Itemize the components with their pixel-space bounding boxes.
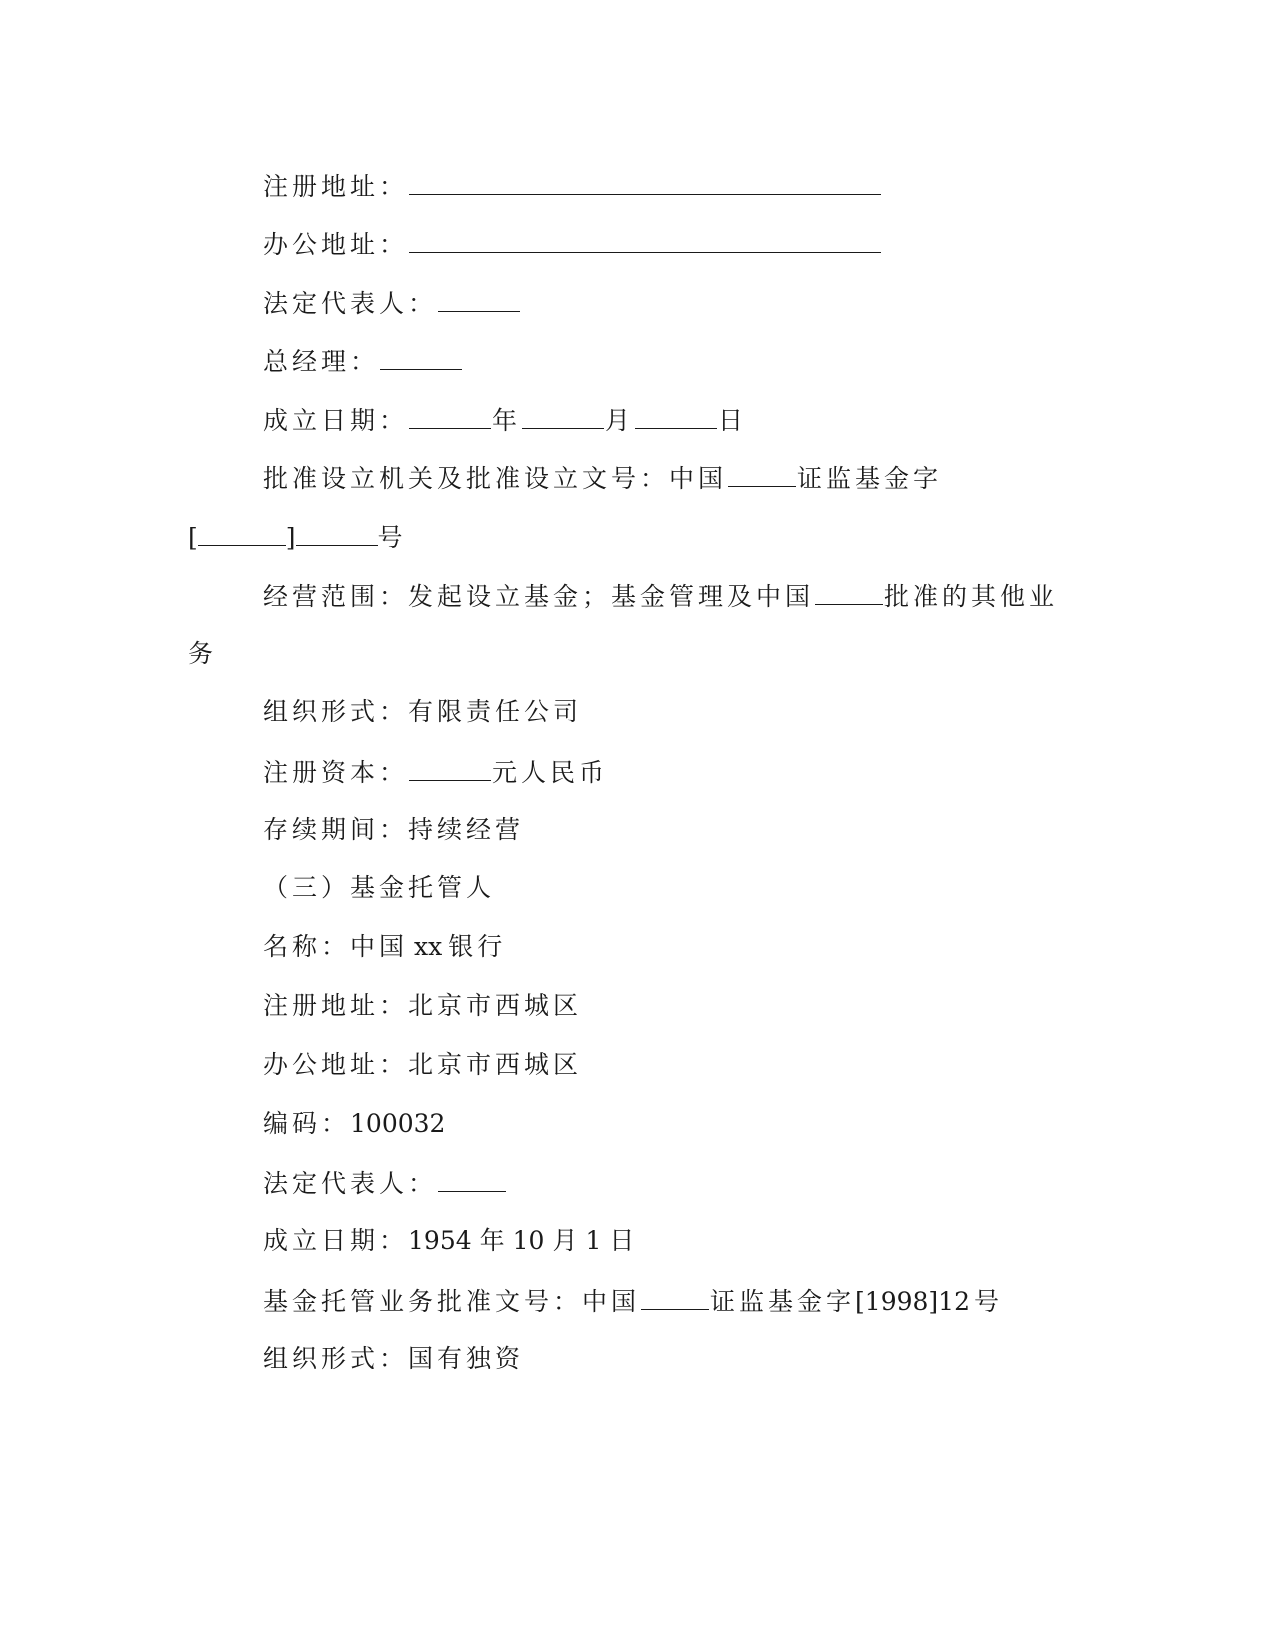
manager-approval-year-blank <box>198 521 286 546</box>
custodian-approval-prefix: 基金托管业务批准文号：中国 <box>263 1287 641 1316</box>
custodian-code-line <box>263 1109 1163 1139</box>
manager-approval-hao: 号 <box>377 523 407 552</box>
manager-approval-blank <box>728 462 796 487</box>
custodian-approval-hao: 号 <box>973 1287 1003 1316</box>
custodian-name-line <box>263 932 1163 962</box>
manager-registered-capital-line <box>263 756 1163 786</box>
manager-scope-prefix: 经营范围：发起设立基金；基金管理及中国 <box>263 582 815 611</box>
manager-registered-address-label: 注册地址： <box>263 172 409 201</box>
custodian-established-date-label: 成立日期： <box>263 1226 409 1255</box>
custodian-year-value: 1954 <box>408 1226 472 1255</box>
custodian-approval-line <box>263 1285 1163 1315</box>
custodian-name-xx: xx <box>414 932 443 961</box>
manager-approval-number-blank <box>296 521 378 546</box>
custodian-office-address: 办公地址：北京市西城区 <box>263 1050 583 1079</box>
manager-scope-line <box>263 580 1163 610</box>
custodian-year-unit: 年 <box>479 1226 509 1255</box>
manager-month-blank <box>522 404 604 429</box>
manager-year-blank <box>409 404 491 429</box>
custodian-registered-address-line <box>263 991 1163 1021</box>
custodian-registered-address: 注册地址：北京市西城区 <box>263 991 583 1020</box>
custodian-approval-suffix: 证监基金字 <box>710 1287 856 1316</box>
manager-office-address-blank <box>409 228 881 253</box>
manager-gm-blank <box>380 345 462 370</box>
custodian-legal-rep-line <box>263 1167 1163 1197</box>
manager-approval-suffix: 证监基金字 <box>797 464 943 493</box>
manager-legal-rep-label: 法定代表人： <box>263 289 438 318</box>
manager-year-unit: 年 <box>492 406 522 435</box>
manager-registered-address-line <box>263 170 1163 200</box>
custodian-day-value: 1 <box>585 1226 602 1255</box>
manager-established-date-label: 成立日期： <box>263 406 409 435</box>
custodian-month-unit: 月 <box>552 1226 582 1255</box>
manager-scope-wrap: 务 <box>188 639 218 668</box>
custodian-approval-number: [1998]12 <box>855 1287 970 1316</box>
custodian-org-form-line <box>263 1344 1163 1374</box>
manager-org-form-line <box>263 697 1163 727</box>
manager-day-blank <box>635 404 717 429</box>
manager-office-address-line <box>263 228 1163 258</box>
custodian-month-value: 10 <box>512 1226 545 1255</box>
manager-registered-capital-blank <box>409 756 491 781</box>
manager-established-date-line <box>263 404 1163 434</box>
manager-scope-blank <box>815 580 883 605</box>
manager-office-address-label: 办公地址： <box>263 230 409 259</box>
manager-day-unit: 日 <box>718 406 748 435</box>
custodian-legal-rep-blank <box>438 1167 506 1192</box>
manager-legal-rep-blank <box>438 287 520 312</box>
custodian-established-date-line <box>263 1226 1163 1256</box>
manager-duration-line <box>263 815 1163 845</box>
manager-approval-continuation-line <box>188 521 1088 551</box>
custodian-name-suffix: 银行 <box>448 932 507 961</box>
manager-approval-bracket-close: ] <box>285 523 296 552</box>
manager-gm-label: 总经理： <box>263 347 380 376</box>
manager-approval-bracket-open: [ <box>188 523 198 552</box>
manager-registered-capital-suffix: 元人民币 <box>492 758 609 787</box>
manager-registered-capital-label: 注册资本： <box>263 758 409 787</box>
custodian-org-form: 组织形式：国有独资 <box>263 1344 525 1373</box>
custodian-heading-line <box>263 873 1163 903</box>
manager-org-form: 组织形式：有限责任公司 <box>263 697 583 726</box>
manager-scope-wrap-line <box>188 639 1088 669</box>
custodian-code-label: 编码： <box>263 1109 351 1138</box>
manager-approval-prefix: 批准设立机关及批准设立文号：中国 <box>263 464 728 493</box>
custodian-code-value: 100032 <box>350 1109 446 1138</box>
manager-legal-rep-line <box>263 287 1163 317</box>
custodian-heading: （三）基金托管人 <box>263 873 496 902</box>
manager-duration: 存续期间：持续经营 <box>263 815 525 844</box>
custodian-day-unit: 日 <box>609 1226 639 1255</box>
custodian-legal-rep-label: 法定代表人： <box>263 1169 438 1198</box>
manager-registered-address-blank <box>409 170 881 195</box>
custodian-name-label: 名称：中国 <box>263 932 409 961</box>
manager-gm-line <box>263 345 1163 375</box>
manager-scope-suffix: 批准的其他业 <box>884 582 1059 611</box>
custodian-office-address-line <box>263 1050 1163 1080</box>
manager-approval-line <box>263 462 1163 492</box>
manager-month-unit: 月 <box>605 406 635 435</box>
custodian-approval-blank <box>641 1285 709 1310</box>
